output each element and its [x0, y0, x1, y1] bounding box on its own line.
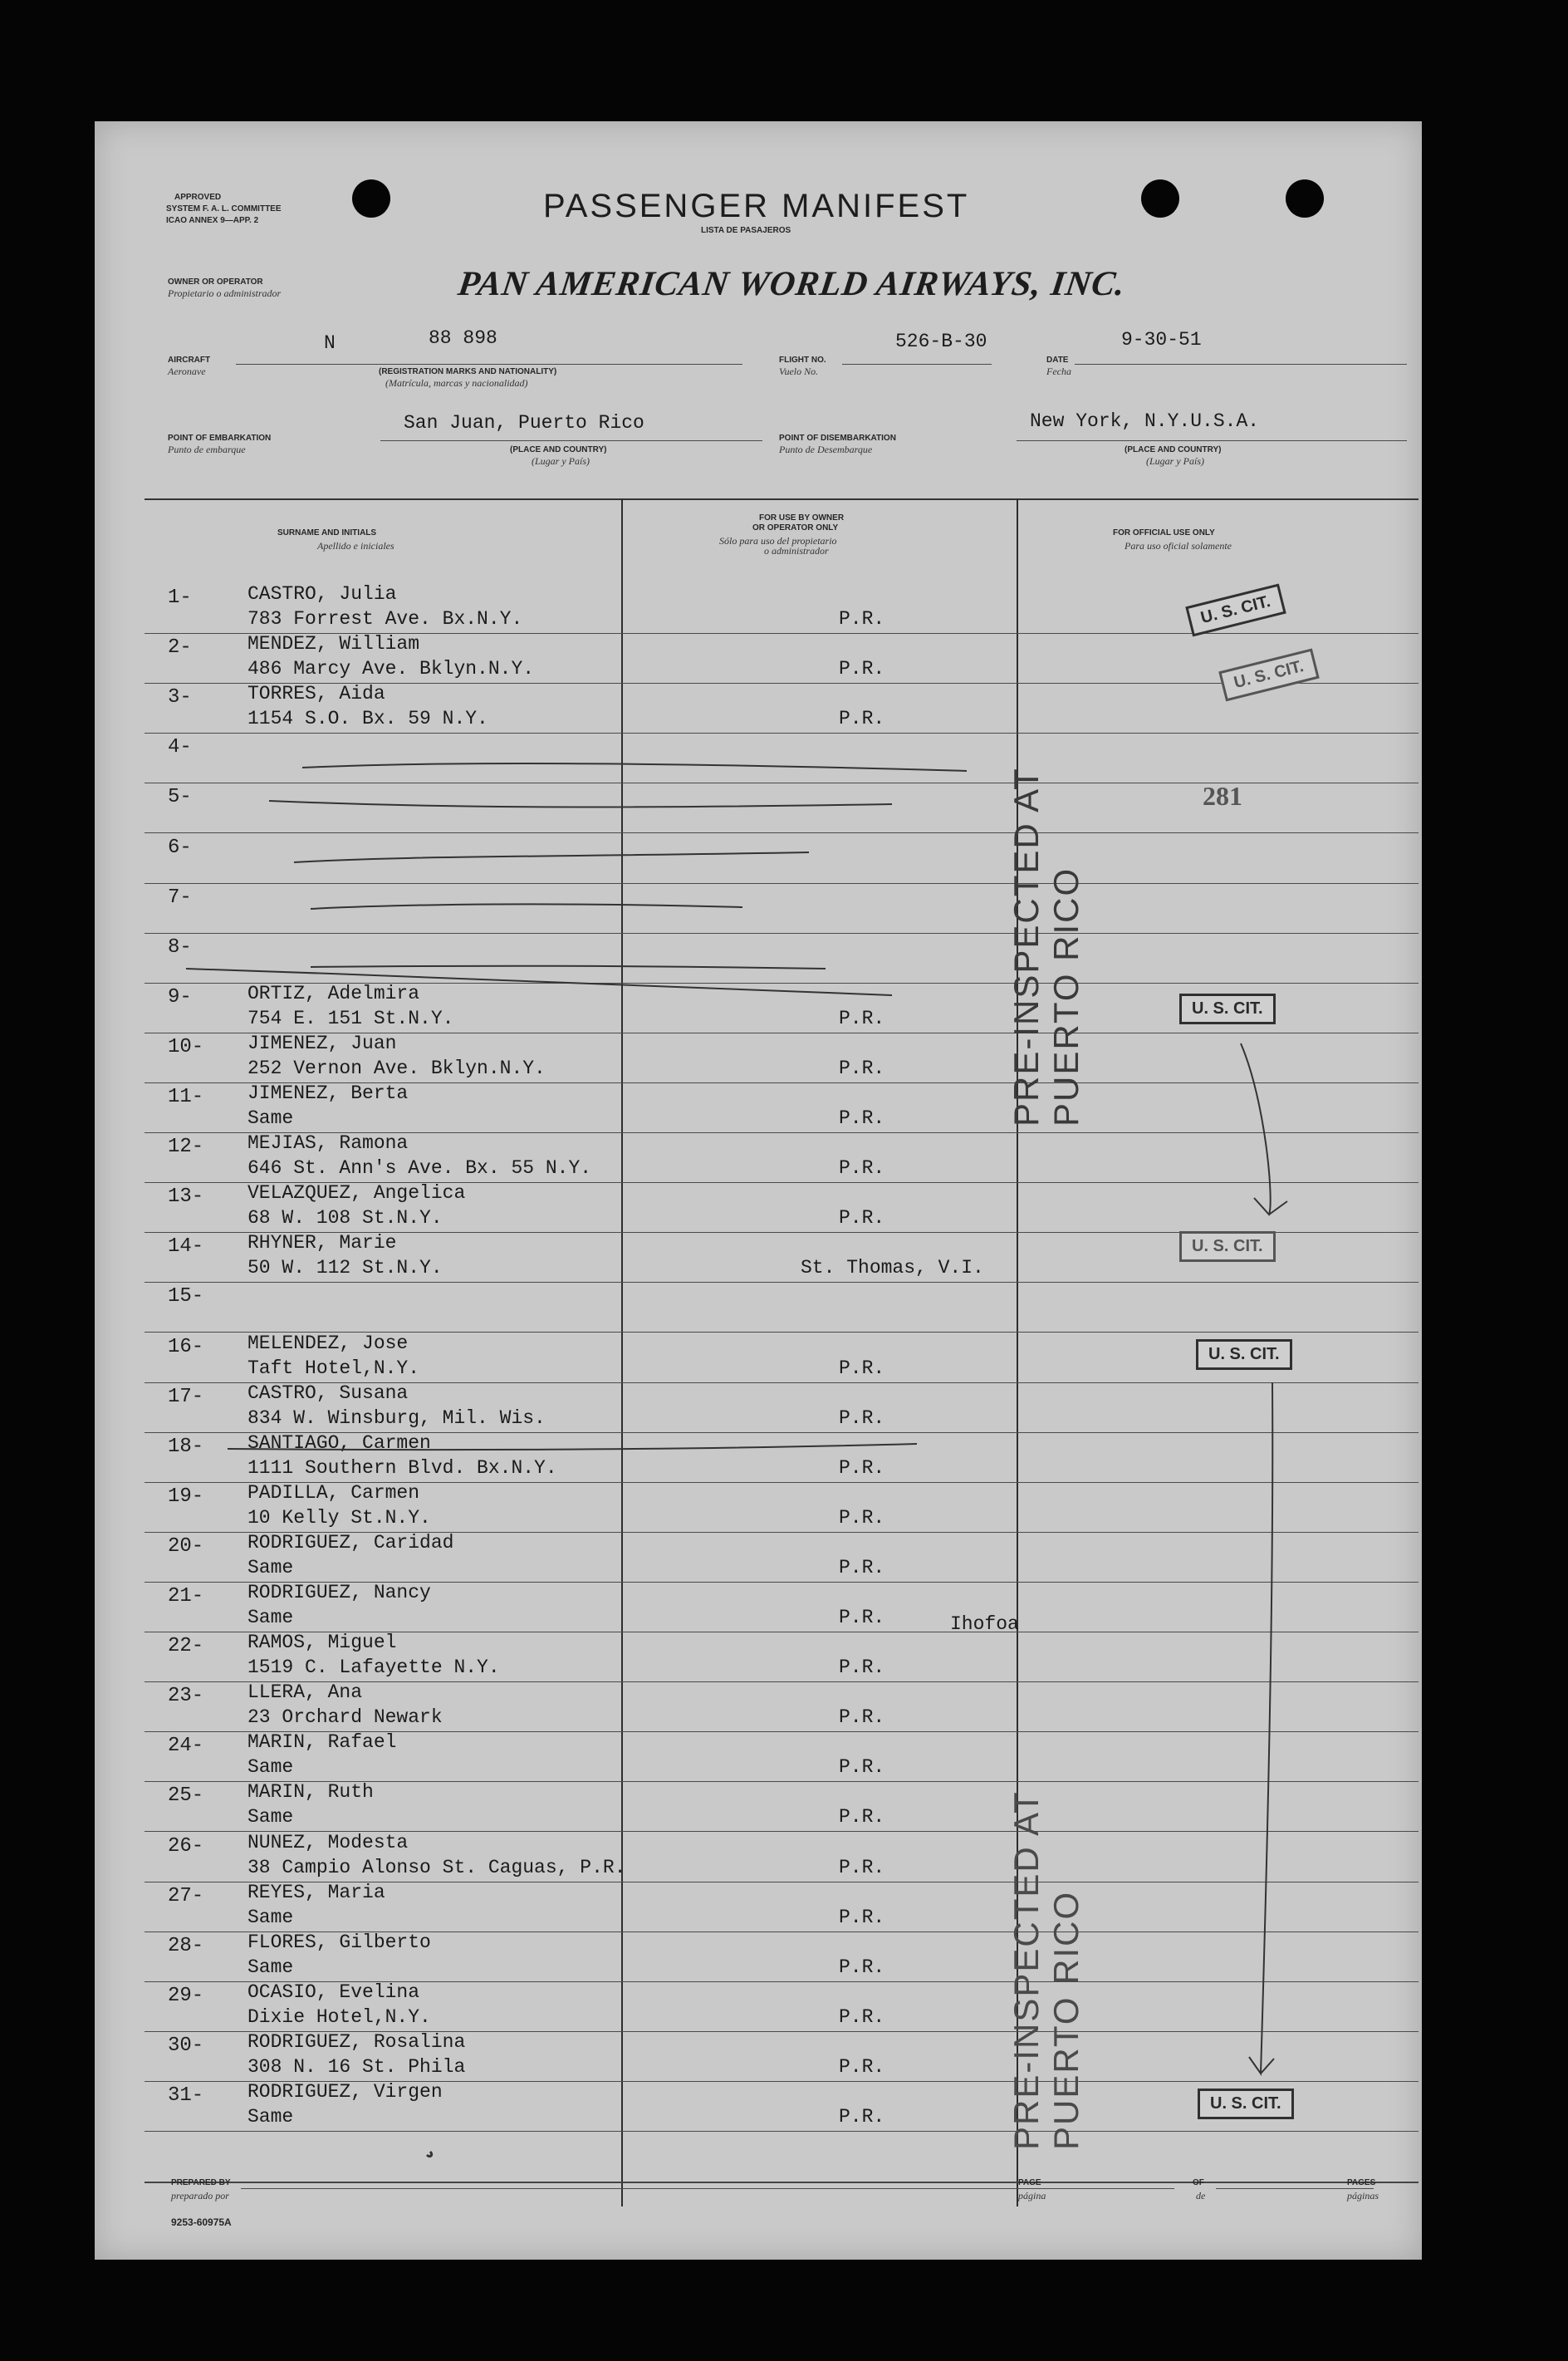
- col1-header-es: Apellido e iniciales: [317, 540, 394, 552]
- aircraft-prefix: N: [324, 332, 336, 354]
- us-cit-stamp: U. S. CIT.: [1198, 2089, 1294, 2119]
- passenger-name: RAMOS, Miguel: [247, 1632, 397, 1654]
- page-label: PAGE: [1018, 2178, 1041, 2187]
- row-number: 27-: [168, 1884, 204, 1907]
- row-number: 31-: [168, 2084, 204, 2107]
- passenger-address: 68 W. 108 St.N.Y.: [247, 1207, 443, 1230]
- row-number: 14-: [168, 1235, 204, 1259]
- operator-use-value: P.R.: [839, 1207, 885, 1230]
- col3-header: FOR OFFICIAL USE ONLY: [1113, 528, 1215, 537]
- operator-use-value: P.R.: [839, 1556, 885, 1578]
- operator-use-value: P.R.: [839, 1157, 885, 1180]
- disembark-place-note-es: (Lugar y País): [1146, 455, 1204, 467]
- disembark-place-note: (PLACE AND COUNTRY): [1125, 445, 1222, 454]
- col1-header: SURNAME AND INITIALS: [277, 528, 377, 537]
- approval-line-1: APPROVED: [174, 193, 222, 202]
- passenger-address: 1519 C. Lafayette N.Y.: [247, 1657, 500, 1679]
- aircraft-label-es: Aeronave: [168, 366, 206, 377]
- embark-value: San Juan, Puerto Rico: [404, 412, 644, 434]
- approval-line-3: ICAO ANNEX 9—APP. 2: [166, 216, 259, 225]
- operator-use-value: P.R.: [839, 1406, 885, 1429]
- owner-label: OWNER OR OPERATOR: [168, 277, 263, 287]
- row-number: 4-: [168, 736, 192, 759]
- passenger-name: OCASIO, Evelina: [247, 1981, 420, 2003]
- disembark-value: New York, N.Y.U.S.A.: [1030, 410, 1260, 432]
- row-number: 30-: [168, 2034, 204, 2057]
- passenger-address: 834 W. Winsburg, Mil. Wis.: [247, 1406, 546, 1429]
- passenger-name: RODRIGUEZ, Rosalina: [247, 2030, 466, 2053]
- owner-value: PAN AMERICAN WORLD AIRWAYS, INC.: [455, 265, 1129, 303]
- registration-note-es: (Matrícula, marcas y nacionalidad): [385, 377, 528, 389]
- row-number: 7-: [168, 886, 192, 909]
- embark-place-note: (PLACE AND COUNTRY): [510, 445, 607, 454]
- passenger-name: CASTRO, Julia: [247, 583, 397, 605]
- row-number: 6-: [168, 836, 192, 859]
- us-cit-stamp: U. S. CIT.: [1179, 1231, 1276, 1262]
- page-label-es: página: [1018, 2190, 1046, 2201]
- passenger-address: 10 Kelly St.N.Y.: [247, 1506, 431, 1529]
- pages-label: PAGES: [1347, 2178, 1376, 2187]
- operator-use-value: P.R.: [839, 1456, 885, 1479]
- passenger-name: RODRIGUEZ, Caridad: [247, 1531, 454, 1554]
- passenger-name: JIMENEZ, Berta: [247, 1082, 409, 1104]
- row-number: 24-: [168, 1735, 204, 1758]
- us-cit-stamp: U. S. CIT.: [1218, 649, 1319, 702]
- passenger-address: 50 W. 112 St.N.Y.: [247, 1257, 443, 1279]
- row-number: 12-: [168, 1136, 204, 1159]
- operator-use-value: P.R.: [839, 1007, 885, 1029]
- operator-use-value: P.R.: [839, 1906, 885, 1928]
- passenger-address: 783 Forrest Ave. Bx.N.Y.: [247, 608, 523, 630]
- passenger-name: RODRIGUEZ, Virgen: [247, 2081, 443, 2103]
- passenger-name: TORRES, Aida: [247, 683, 385, 705]
- operator-use-value: P.R.: [839, 1057, 885, 1079]
- passenger-name: JIMENEZ, Juan: [247, 1032, 397, 1054]
- flight-value: 526-B-30: [895, 331, 987, 352]
- passenger-name: LLERA, Ana: [247, 1681, 363, 1704]
- prepared-by-label: PREPARED BY: [171, 2178, 231, 2187]
- col2-header-line1: FOR USE BY OWNER: [759, 513, 845, 523]
- passenger-address: Taft Hotel,N.Y.: [247, 1357, 420, 1379]
- passenger-name: MELENDEZ, Jose: [247, 1332, 409, 1354]
- operator-use-value: P.R.: [839, 2106, 885, 2128]
- operator-use-value: P.R.: [839, 1657, 885, 1679]
- passenger-name: PADILLA, Carmen: [247, 1481, 420, 1504]
- passenger-address: Same: [247, 1806, 294, 1828]
- passenger-name: RODRIGUEZ, Nancy: [247, 1582, 431, 1603]
- row-number: 9-: [168, 985, 192, 1009]
- col2-header-line2: OR OPERATOR ONLY: [752, 523, 839, 533]
- flight-label: FLIGHT NO.: [779, 356, 826, 365]
- embark-label-es: Punto de embarque: [168, 444, 246, 455]
- approval-line-2: SYSTEM F. A. L. COMMITTEE: [166, 204, 282, 214]
- us-cit-stamp: U. S. CIT.: [1179, 994, 1276, 1024]
- operator-use-value: P.R.: [839, 608, 885, 630]
- passenger-address: 1111 Southern Blvd. Bx.N.Y.: [247, 1456, 557, 1479]
- passenger-address: Same: [247, 2106, 294, 2128]
- row-number: 2-: [168, 636, 192, 660]
- row-number: 29-: [168, 1984, 204, 2007]
- passenger-address: 308 N. 16 St. Phila: [247, 2055, 466, 2078]
- row-number: 16-: [168, 1335, 204, 1358]
- passenger-address: 23 Orchard Newark: [247, 1706, 443, 1729]
- pre-inspected-stamp-1: PRE-INSPECTED AT PUERTO RICO: [1007, 768, 1085, 1127]
- date-label: DATE: [1046, 356, 1069, 365]
- date-value: 9-30-51: [1121, 329, 1202, 351]
- passenger-address: Same: [247, 1906, 294, 1928]
- form-number: 9253-60975A: [171, 2216, 232, 2228]
- count-stamp: 281: [1203, 781, 1242, 811]
- passenger-name: FLORES, Gilberto: [247, 1931, 431, 1953]
- passenger-address: Same: [247, 1107, 294, 1129]
- operator-use-value: P.R.: [839, 1706, 885, 1729]
- row-number: 26-: [168, 1834, 204, 1858]
- passenger-address: 38 Campio Alonso St. Caguas, P.R.: [247, 1856, 626, 1878]
- aircraft-label: AIRCRAFT: [168, 356, 211, 365]
- operator-use-value: P.R.: [839, 1856, 885, 1878]
- passenger-address: Same: [247, 1556, 294, 1578]
- operator-use-value: St. Thomas, V.I.: [801, 1257, 984, 1279]
- row-number: 3-: [168, 686, 192, 709]
- passenger-address: 754 E. 151 St.N.Y.: [247, 1007, 454, 1029]
- manifest-sheet: [95, 121, 1422, 2260]
- row-number: 10-: [168, 1035, 204, 1058]
- passenger-name: SANTIAGO, Carmen: [247, 1431, 431, 1454]
- passenger-name: MARIN, Ruth: [247, 1781, 374, 1804]
- row-number: 1-: [168, 587, 192, 609]
- operator-use-value: P.R.: [839, 1806, 885, 1828]
- row-number: 8-: [168, 935, 192, 959]
- passenger-name: RHYNER, Marie: [247, 1232, 397, 1254]
- page-title: PASSENGER MANIFEST: [543, 188, 970, 224]
- us-cit-stamp: U. S. CIT.: [1196, 1339, 1292, 1370]
- empty-row-strikeouts: [95, 121, 1422, 2260]
- row-number: 13-: [168, 1185, 204, 1209]
- row-number: 25-: [168, 1784, 204, 1808]
- us-cit-stamp: U. S. CIT.: [1185, 584, 1286, 637]
- passenger-name: MARIN, Rafael: [247, 1731, 397, 1754]
- passenger-address: 486 Marcy Ave. Bklyn.N.Y.: [247, 658, 535, 680]
- operator-use-value: P.R.: [839, 1107, 885, 1129]
- operator-use-value: P.R.: [839, 708, 885, 730]
- row-number: 19-: [168, 1485, 204, 1508]
- operator-use-value: P.R.: [839, 1607, 885, 1628]
- row-number: 23-: [168, 1685, 204, 1708]
- extra-note: Ihofoa: [950, 1613, 1019, 1635]
- passenger-address: 1154 S.O. Bx. 59 N.Y.: [247, 708, 488, 730]
- page-subtitle: LISTA DE PASAJEROS: [701, 226, 791, 235]
- passenger-name: MEJIAS, Ramona: [247, 1132, 409, 1155]
- row-number: 22-: [168, 1635, 204, 1658]
- col2-header-es-line2: o administrador: [764, 545, 829, 557]
- passenger-address: 646 St. Ann's Ave. Bx. 55 N.Y.: [247, 1157, 592, 1180]
- passenger-name: REYES, Maria: [247, 1881, 385, 1903]
- operator-use-value: P.R.: [839, 1956, 885, 1978]
- embark-place-note-es: (Lugar y País): [532, 455, 590, 467]
- flight-label-es: Vuelo No.: [779, 366, 819, 377]
- passenger-name: VELAZQUEZ, Angelica: [247, 1182, 466, 1205]
- passenger-address: Same: [247, 1956, 294, 1978]
- row-number: 5-: [168, 786, 192, 809]
- pages-label-es: páginas: [1347, 2190, 1379, 2201]
- row-number: 15-: [168, 1285, 204, 1308]
- operator-use-value: P.R.: [839, 1357, 885, 1379]
- of-label-es: de: [1196, 2190, 1206, 2201]
- operator-use-value: P.R.: [839, 658, 885, 680]
- embark-label: POINT OF EMBARKATION: [168, 434, 272, 443]
- date-label-es: Fecha: [1046, 366, 1071, 377]
- row-number: 11-: [168, 1086, 204, 1108]
- passenger-name: NUNEZ, Modesta: [247, 1831, 409, 1853]
- disembark-label-es: Punto de Desembarque: [779, 444, 873, 455]
- passenger-address: Dixie Hotel,N.Y.: [247, 2005, 431, 2028]
- passenger-address: Same: [247, 1756, 294, 1779]
- passenger-address: Same: [247, 1607, 294, 1628]
- row-number: 28-: [168, 1934, 204, 1957]
- row-number: 18-: [168, 1435, 204, 1458]
- operator-use-value: P.R.: [839, 1506, 885, 1529]
- col3-header-es: Para uso oficial solamente: [1125, 540, 1232, 552]
- pre-inspected-stamp-2: PRE-INSPECTED AT PUERTO RICO: [1007, 1791, 1085, 2150]
- passenger-name: MENDEZ, William: [247, 633, 420, 655]
- col2-header-es-line1: Sólo para uso del propietario: [719, 535, 837, 547]
- passenger-address: 252 Vernon Ave. Bklyn.N.Y.: [247, 1057, 546, 1079]
- row-number: 21-: [168, 1585, 204, 1608]
- disembark-label: POINT OF DISEMBARKATION: [779, 434, 896, 443]
- prepared-by-label-es: preparado por: [171, 2190, 229, 2201]
- row-number: 17-: [168, 1385, 204, 1408]
- operator-use-value: P.R.: [839, 2005, 885, 2028]
- of-label: OF: [1193, 2178, 1204, 2187]
- registration-note: (REGISTRATION MARKS AND NATIONALITY): [379, 367, 557, 376]
- passenger-name: CASTRO, Susana: [247, 1382, 409, 1404]
- passenger-name: ORTIZ, Adelmira: [247, 982, 420, 1004]
- owner-label-es: Propietario o administrador: [168, 287, 282, 299]
- aircraft-value: 88 898: [429, 327, 497, 349]
- row-number: 20-: [168, 1534, 204, 1558]
- operator-use-value: P.R.: [839, 1756, 885, 1779]
- operator-use-value: P.R.: [839, 2055, 885, 2078]
